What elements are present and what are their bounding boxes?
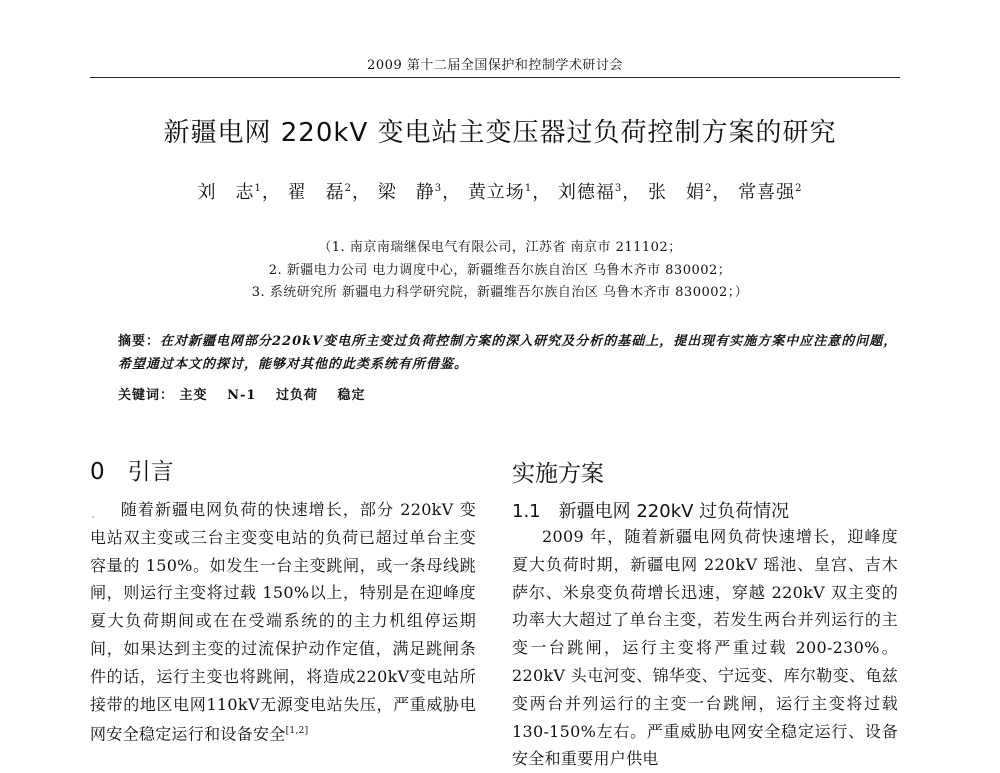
author-list: 刘 志$^1$， 翟 磊$^2$， 梁 静$^3$， 黄立场$^1$， 刘德福$^3$， 张 娟$^2$， 常喜强$^2$: [197, 182, 803, 203]
author-affiliation-mark: 2: [705, 183, 713, 194]
author-name: 常喜强: [738, 182, 796, 203]
paper-title: 新疆电网 220kV 变电站主变压器过负荷控制方案的研究: [163, 118, 837, 148]
author-affiliation-mark: 3: [614, 183, 623, 194]
margin-mark: ,: [92, 510, 95, 519]
affiliation-line: （1. 南京南瑞继保电气有限公司，江苏省 南京市 211102；: [318, 240, 682, 255]
author-affiliation-mark: 3: [434, 183, 443, 194]
author-name: 刘德福: [557, 182, 615, 203]
abstract: [118, 330, 898, 376]
implementation-paragraph: [512, 523, 898, 773]
abstract-text: 在对新疆电网部分220kV变电所主变过负荷控制方案的深入研究及分析的基础上，提出现有实施方案中应注意的问题，希望通过本文的探讨，能够对其他的此类系统有所借鉴。: [118, 334, 898, 372]
author-name: 张 娟: [648, 182, 706, 203]
keywords-label: 关键词：: [118, 388, 175, 403]
affiliation-line: 3. 系统研究所 新疆电力科学研究院，新疆维吾尔族自治区 乌鲁木齐市 830002；）: [251, 285, 749, 300]
author-affiliation-mark: 2: [795, 183, 803, 194]
keyword: 稳定: [337, 388, 366, 403]
section-heading-implementation: 实施方案: [512, 461, 604, 487]
affiliation-line: 2. 新疆电力公司 电力调度中心，新疆维吾尔族自治区 乌鲁木齐市 830002；: [268, 263, 732, 278]
introduction-paragraph: [90, 496, 476, 749]
introduction-text: 随着新疆电网负荷的快速增长，部分 220kV 变电站双主变或三台主变变电站的负荷已超过单台主变容量的 150%。如发生一台主变跳闸，或一条母线跳闸，则运行主变将过载 150%以上，特别是在迎峰度夏大负荷期间或在在受端系统的的主力机组停运期间，如果达到主变的过流保护动作定值，满足跳闸条件的话，运行主变也将跳闸，将造成220kV变电站所接带的地区电网110kV无源变电站失压，严重威胁电网安全稳定运行和设备安全: [90, 500, 476, 744]
author-name: 黄立场: [467, 182, 525, 203]
section-heading-introduction: 0 引言: [90, 459, 174, 485]
keyword: 主变: [179, 388, 208, 403]
abstract-label: 摘要：: [118, 334, 161, 349]
author-name: 翟 磊: [287, 182, 345, 203]
implementation-text: 2009 年，随着新疆电网负荷快速增长，迎峰度夏大负荷时期，新疆电网 220kV 瑶池、皇宫、吉木萨尔、米泉变负荷增长迅速，穿越 220kV 双主变的功率大大超过了单台主变，若发生两台并列运行的主变一台跳闸，运行主变将严重过载 200-230%。220kV 头屯河变、锦华变、宁远变、库尔勒变、龟兹变两台并列运行的主变一台跳闸，运行主变将过载 130-150%左右。严重威胁电网安全稳定运行、设备安全和重要用户供电: [512, 527, 898, 769]
author-affiliation-mark: 2: [344, 183, 352, 194]
author-name: 刘 志: [197, 182, 255, 203]
author-affiliation-mark: 1: [524, 183, 533, 194]
running-header: 2009 第十二届全国保护和控制学术研讨会: [90, 54, 900, 78]
citation-mark: [1,2]: [285, 726, 309, 737]
keyword: N-1: [227, 388, 257, 403]
keywords: [118, 384, 898, 403]
keyword: 过负荷: [275, 388, 318, 403]
subsection-heading: 1.1 新疆电网 220kV 过负荷情况: [512, 501, 790, 522]
author-name: 梁 静: [377, 182, 435, 203]
author-affiliation-mark: 1: [254, 183, 262, 194]
